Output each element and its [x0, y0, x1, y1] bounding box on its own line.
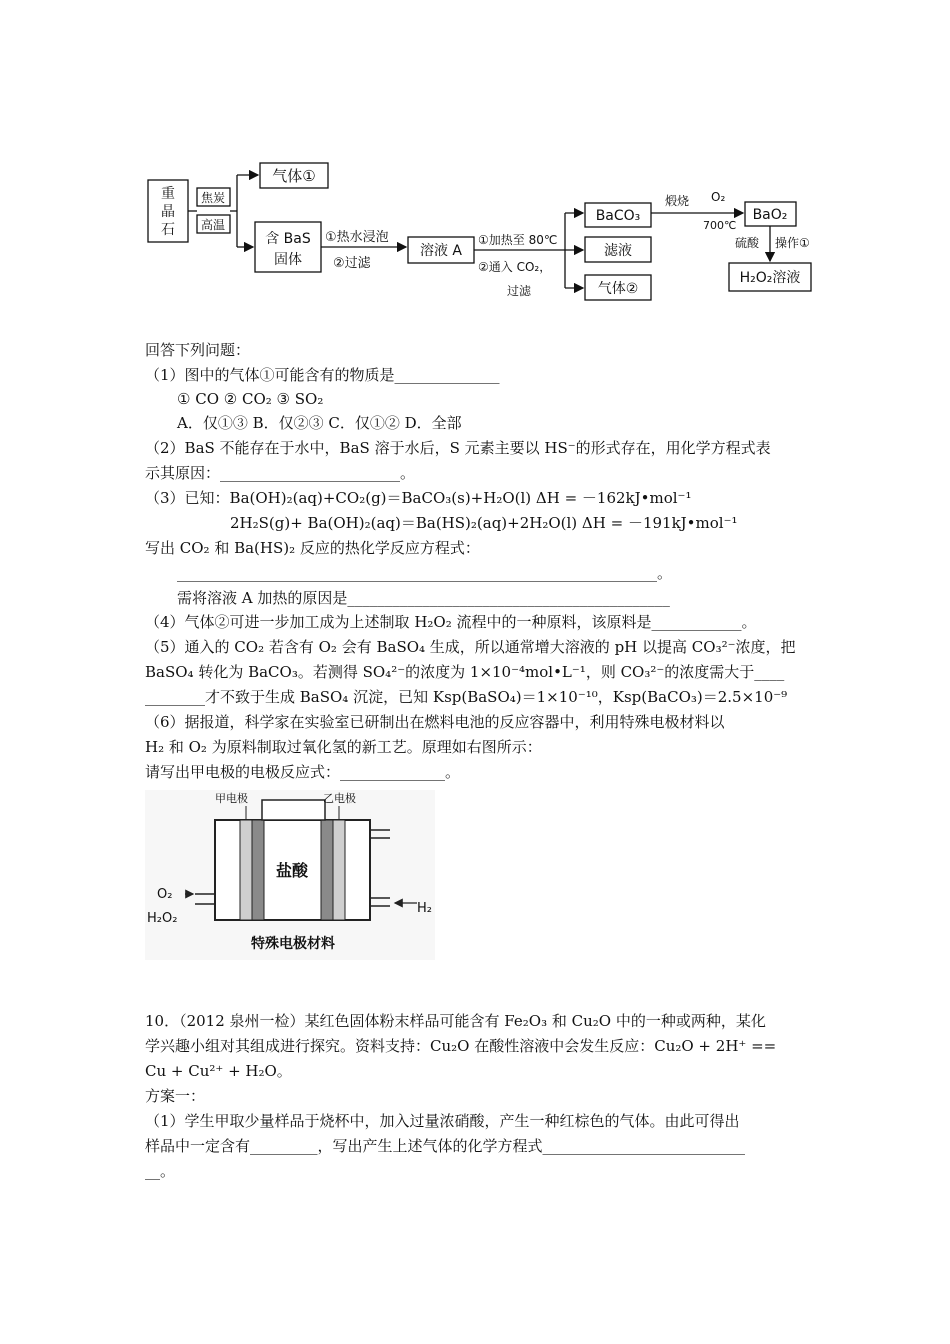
- right-electrode-label: 乙电极: [323, 792, 356, 805]
- step2-co2: ②通入 CO₂，: [478, 260, 552, 274]
- intro-line: 回答下列问题：: [145, 341, 251, 359]
- gas1-label: 气体①: [272, 167, 316, 185]
- q3-heating-reason: 需将溶液 A 加热的原因是___________________________________________: [177, 589, 670, 607]
- process-flowchart: [145, 155, 820, 305]
- q6-line2: H₂ 和 O₂ 为原料制取过氧化氢的新工艺。原理如右图所示：: [145, 738, 542, 756]
- electrode-material-label: 特殊电极材料: [251, 936, 335, 952]
- q3-line2: 2H₂S(g)+ Ba(OH)₂(aq)＝Ba(HS)₂(aq)+2H₂O(l) ΔH = －191kJ•mol⁻¹: [230, 514, 738, 532]
- bas-line2: 固体: [274, 252, 302, 268]
- gas2-label: 气体②: [597, 281, 639, 297]
- q3-answer-line: ________________________________________________________________。: [177, 564, 673, 582]
- p10-line1: 10．（2012 泉州一检）某红色固体粉末样品可能含有 Fe₂O₃ 和 Cu₂O 中的一种或两种，某化: [145, 1012, 766, 1030]
- q1-options: ① CO ② CO₂ ③ SO₂: [177, 390, 324, 408]
- bas-line1: 含 BaS: [265, 231, 311, 247]
- p10-q1-line1: （1）学生甲取少量样品于烧杯中，加入过量浓硝酸，产生一种红棕色的气体。由此可得出: [145, 1112, 740, 1130]
- cond-high-temp: 高温: [200, 218, 226, 232]
- ore-char2: 晶: [161, 204, 175, 220]
- plan-one-heading: 方案一：: [145, 1087, 206, 1105]
- q3-line1: （3）已知：Ba(OH)₂(aq)+CO₂(g)＝BaCO₃(s)+H₂O(l) ΔH = －162kJ•mol⁻¹: [145, 489, 692, 507]
- q3-line3: 写出 CO₂ 和 Ba(HS)₂ 反应的热化学反应方程式：: [145, 539, 480, 557]
- p10-q1-line3: __。: [145, 1162, 176, 1180]
- q1-line: （1）图中的气体①可能含有的物质是______________: [145, 366, 500, 384]
- h2-inlet-label: H₂: [417, 901, 432, 916]
- q5-line2: BaSO₄ 转化为 BaCO₃。若测得 SO₄²⁻的浓度为 1×10⁻⁴mol•L⁻¹，则 CO₃²⁻的浓度需大于____: [145, 663, 785, 681]
- step1-soak: ①热水浸泡: [325, 230, 389, 245]
- ore-char3: 石: [161, 222, 175, 238]
- q4-line: （4）气体②可进一步加工成为上述制取 H₂O₂ 流程中的一种原料，该原料是____________。: [145, 613, 757, 631]
- step2-filter: 过滤: [507, 284, 532, 298]
- p10-line3: Cu + Cu²⁺ + H₂O。: [145, 1062, 292, 1080]
- q5-line3: ________才不致于生成 BaSO₄ 沉淀，已知 Ksp(BaSO₄)＝1×10⁻¹⁰，Ksp(BaCO₃)＝2.5×10⁻⁹: [145, 688, 788, 706]
- h2o2-outlet-label: H₂O₂: [147, 911, 178, 926]
- q2-line1: （2）BaS 不能存在于水中，BaS 溶于水后，S 元素主要以 HS⁻的形式存在，用化学方程式表: [145, 439, 771, 457]
- left-electrode-label: 甲电极: [215, 792, 248, 805]
- solution-a: 溶液 A: [419, 243, 463, 259]
- cond-coke: 焦炭: [200, 191, 226, 205]
- o2-inlet-label: O₂: [157, 887, 173, 902]
- temp-label: 700℃: [703, 219, 737, 232]
- q2-line2: 示其原因：________________________。: [145, 464, 416, 482]
- bao2-label: BaO₂: [752, 207, 788, 223]
- p10-q1-line2: 样品中一定含有_________，写出产生上述气体的化学方程式___________________________: [145, 1137, 746, 1155]
- p10-line2: 学兴趣小组对其组成进行探究。资料支持：Cu₂O 在酸性溶液中会发生反应：Cu₂O + 2H⁺ ==: [145, 1037, 777, 1055]
- op1-label: 操作①: [775, 236, 810, 250]
- step2-heat: ①加热至 80℃: [478, 233, 558, 247]
- h2o2-solution-label: H₂O₂溶液: [739, 270, 801, 286]
- q6-line1: （6）据报道，科学家在实验室已研制出在燃料电池的反应容器中，利用特殊电极材料以: [145, 713, 725, 731]
- filtrate-label: 滤液: [604, 243, 632, 259]
- q6-line3: 请写出甲电极的电极反应式：______________。: [145, 763, 461, 781]
- fuel-cell-diagram: [145, 790, 435, 960]
- baco3-label: BaCO₃: [595, 208, 641, 224]
- electrolyte-label: 盐酸: [275, 861, 309, 880]
- acid-label: 硫酸: [735, 236, 760, 250]
- o2-label: O₂: [711, 190, 726, 204]
- calcine-label: 煅烧: [665, 194, 690, 208]
- q1-choices: A．仅①③ B．仅②③ C．仅①② D．全部: [177, 414, 462, 432]
- q5-line1: （5）通入的 CO₂ 若含有 O₂ 会有 BaSO₄ 生成，所以通常增大溶液的 pH 以提高 CO₃²⁻浓度，把: [145, 638, 796, 656]
- step1-filter: ②过滤: [333, 256, 371, 271]
- ore-char1: 重: [161, 186, 175, 202]
